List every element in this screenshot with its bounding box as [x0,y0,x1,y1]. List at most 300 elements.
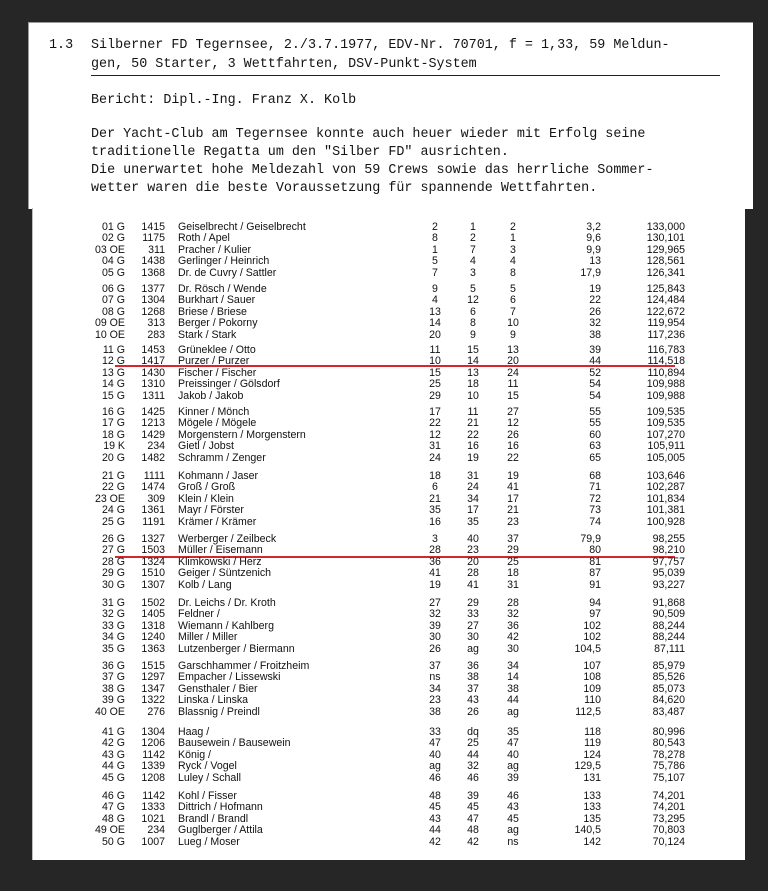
race-1-cell: 42 [429,835,441,848]
sail-number-cell: 1142 [142,790,165,802]
crew-cell: Krämer / Krämer [178,515,257,528]
race-2-cell: 7 [470,243,476,256]
race-3-cell: 38 [507,682,519,695]
race-2-cell: 38 [467,671,479,684]
points-cell: 108 [583,671,601,684]
rank-cell: 20 G [102,451,125,464]
crew-cell: Werberger / Zeilbeck [178,533,277,545]
race-3-cell: 13 [507,344,519,356]
race-2-cell: 1 [470,221,476,233]
title-underline [91,75,720,76]
title-line-2: gen, 50 Starter, 3 Wettfahrten, DSV-Punkt-System [91,57,477,72]
crew-cell: Schramm / Zenger [178,451,266,464]
table-row [33,470,745,482]
race-3-cell: 32 [507,608,519,621]
rank-cell: 16 G [102,406,125,418]
crew-cell: Kohl / Fisser [178,790,237,802]
section-number: 1.3 [49,38,74,53]
race-3-cell: ag [507,705,519,718]
race-1-cell: 8 [432,232,438,245]
race-2-cell: 44 [467,748,479,761]
crew-cell: Linska / Linska [178,694,249,707]
points-cell: 72 [589,492,601,505]
dsv-points-cell: 78,278 [652,748,685,761]
race-1-cell: 35 [429,504,441,517]
dsv-points-cell: 84,620 [652,694,685,707]
sail-number-cell: 1191 [142,515,165,528]
sail-number-cell: 1368 [141,266,165,279]
dsv-points-cell: 88,244 [652,619,685,632]
sail-number-cell: 1361 [141,504,165,517]
race-1-cell: 17 [429,406,441,418]
table-row [33,813,745,825]
race-1-cell: 3 [432,533,438,545]
table-row [33,643,745,655]
race-3-cell: 3 [510,243,516,256]
race-2-cell: 29 [467,597,479,609]
race-2-cell: 41 [467,578,479,591]
sail-number-cell: 1007 [141,835,165,848]
dsv-points-cell: 75,107 [652,771,685,784]
points-cell: 107 [583,660,601,672]
dsv-points-cell: 75,786 [652,760,685,773]
race-2-cell: 23 [467,544,479,557]
report-author: Bericht: Dipl.-Ing. Franz X. Kolb [91,93,357,108]
points-cell: 38 [589,328,601,341]
rank-cell: 28 G [102,555,125,568]
race-1-cell: 14 [429,317,441,330]
points-cell: 102 [583,631,601,644]
race-1-cell: 12 [429,428,441,441]
race-1-cell: 15 [429,366,441,379]
dsv-points-cell: 129,965 [646,243,685,256]
dsv-points-cell: 110,894 [647,366,685,379]
table-row [33,344,745,356]
race-3-cell: ns [507,835,519,848]
points-cell: 73 [589,504,601,517]
race-3-cell: 6 [510,294,516,307]
dsv-points-cell: 74,201 [652,801,685,814]
race-1-cell: 2 [432,221,438,233]
dsv-points-cell: 83,487 [652,705,685,718]
crew-cell: Dr. Leichs / Dr. Kroth [178,597,276,609]
sail-number-cell: 1415 [141,221,165,233]
race-3-cell: 14 [507,671,519,684]
rank-cell: 18 G [102,428,125,441]
dsv-points-cell: 80,543 [652,737,685,750]
sail-number-cell: 1510 [141,567,165,580]
sail-number-cell: 1322 [141,694,165,707]
crew-cell: Guglberger / Attila [178,824,263,837]
table-row [33,694,745,706]
table-row [33,244,745,256]
rank-cell: 42 G [102,737,125,750]
race-2-cell: 36 [467,660,479,672]
race-2-cell: 16 [467,440,479,453]
rank-cell: 39 G [102,694,125,707]
points-cell: 60 [589,428,601,441]
race-3-cell: 15 [507,389,519,402]
rank-cell: 11 G [102,344,125,356]
rank-cell: 04 G [102,255,125,268]
report-header-card [28,22,753,209]
crew-cell: Klimkowski / Herz [178,555,262,568]
crew-cell: Luley / Schall [178,771,242,784]
points-cell: 44 [589,355,601,368]
race-1-cell: 16 [429,515,441,528]
table-row [33,493,745,505]
race-3-cell: 18 [507,567,519,580]
sail-number-cell: 1327 [141,533,165,545]
dsv-points-cell: 114,518 [647,355,685,368]
race-2-cell: 46 [467,771,479,784]
points-cell: 26 [589,305,601,318]
rank-cell: 33 G [102,619,125,632]
sail-number-cell: 1363 [141,642,165,655]
dsv-points-cell: 97,757 [652,555,685,568]
dsv-points-cell: 102,287 [646,481,685,494]
race-2-cell: 6 [470,305,476,318]
crew-cell: Preissinger / Gölsdorf [178,378,280,391]
race-2-cell: 39 [467,790,479,802]
sail-number-cell: 1240 [141,631,165,644]
points-cell: 91 [589,578,601,591]
points-cell: 112,5 [575,705,601,718]
crew-cell: Ryck / Vogel [178,760,237,773]
sail-number-cell: 1310 [141,378,165,391]
rank-cell: 06 G [102,283,125,295]
points-cell: 131 [583,771,601,784]
race-1-cell: 7 [432,266,438,279]
sail-number-cell: 1142 [142,748,165,761]
race-1-cell: 31 [429,440,441,453]
table-row [33,836,745,848]
table-row [33,306,745,318]
rank-cell: 26 G [102,533,125,545]
table-row [33,406,745,418]
race-3-cell: 36 [507,619,519,632]
rank-cell: 25 G [102,515,125,528]
crew-cell: Burkhart / Sauer [178,294,256,307]
race-3-cell: 21 [507,504,519,517]
table-row [33,504,745,516]
points-cell: 74 [589,515,601,528]
sail-number-cell: 1503 [141,544,165,557]
race-1-cell: 13 [429,305,441,318]
sail-number-cell: 1429 [141,428,165,441]
race-2-cell: 10 [467,389,479,402]
points-cell: 109 [583,682,601,695]
race-2-cell: 9 [470,328,476,341]
race-2-cell: 28 [467,567,479,580]
race-3-cell: 47 [507,737,519,750]
race-3-cell: 20 [507,355,519,368]
rank-cell: 15 G [102,389,125,402]
race-3-cell: 5 [510,283,516,295]
dsv-points-cell: 95,039 [652,567,685,580]
race-3-cell: 42 [507,631,519,644]
rank-cell: 34 G [102,631,125,644]
table-row [33,221,745,233]
race-1-cell: 29 [429,389,441,402]
race-2-cell: 25 [467,737,479,750]
race-1-cell: 46 [429,771,441,784]
crew-cell: Feldner / [178,608,220,621]
crew-cell: Dr. de Cuvry / Sattler [178,266,277,279]
dsv-points-cell: 117,236 [647,328,685,341]
race-3-cell: 7 [510,305,516,318]
race-3-cell: 40 [507,748,519,761]
race-3-cell: 11 [507,378,519,391]
race-3-cell: 8 [510,266,516,279]
race-3-cell: 2 [510,221,516,233]
points-cell: 55 [589,406,601,418]
race-2-cell: 11 [467,406,479,418]
crew-cell: Purzer / Purzer [178,355,250,368]
crew-cell: Klein / Klein [178,492,234,505]
crew-cell: Grüneklee / Otto [178,344,256,356]
race-2-cell: 4 [470,255,476,268]
points-cell: 104,5 [574,642,601,655]
table-row [33,824,745,836]
table-row [33,516,745,528]
rank-cell: 30 G [102,578,125,591]
race-2-cell: 26 [467,705,479,718]
points-cell: 87 [589,567,601,580]
race-3-cell: 28 [507,597,519,609]
rank-cell: 07 G [102,294,125,307]
dsv-points-cell: 124,484 [646,294,685,307]
rank-cell: 44 G [102,760,125,773]
race-3-cell: 30 [507,642,519,655]
dsv-points-cell: 73,295 [652,812,685,825]
table-row [33,294,745,306]
race-3-cell: ag [507,824,519,837]
race-3-cell: 1 [510,232,516,245]
table-row [33,255,745,267]
race-1-cell: 11 [429,344,441,356]
race-2-cell: dq [467,726,479,738]
race-1-cell: 34 [429,682,441,695]
race-2-cell: 40 [467,533,479,545]
points-cell: 65 [589,451,601,464]
sail-number-cell: 1425 [141,406,165,418]
sail-number-cell: 1482 [141,451,165,464]
rank-cell: 50 G [102,835,125,848]
table-row [33,579,745,591]
table-row [33,544,745,556]
crew-cell: Kinner / Mönch [178,406,250,418]
dsv-points-cell: 122,672 [646,305,685,318]
sail-number-cell: 313 [147,317,165,330]
race-1-cell: 40 [429,748,441,761]
sail-number-cell: 1515 [141,660,165,672]
dsv-points-cell: 88,244 [652,631,685,644]
race-1-cell: 32 [429,608,441,621]
race-2-cell: ag [467,642,479,655]
crew-cell: Stark / Stark [178,328,237,341]
points-cell: 68 [589,470,601,482]
race-2-cell: 5 [470,283,476,295]
table-row [33,801,745,813]
table-row [33,329,745,341]
paragraph-line: Der Yacht-Club am Tegernsee konnte auch heuer wieder mit Erfolg seine [91,127,646,142]
sail-number-cell: 234 [147,440,165,453]
table-row [33,660,745,672]
rank-cell: 40 OE [94,705,125,718]
race-1-cell: 36 [429,555,441,568]
points-cell: 118 [584,726,601,738]
dsv-points-cell: 85,979 [652,660,685,672]
race-2-cell: 2 [470,232,476,245]
race-2-cell: 13 [467,366,479,379]
sail-number-cell: 1405 [141,608,165,621]
crew-cell: Müller / Eisemann [178,544,263,557]
race-3-cell: 29 [507,544,519,557]
crew-cell: Kohmann / Jaser [178,470,259,482]
results-table [32,208,745,860]
crew-cell: Gensthaler / Bier [178,682,258,695]
points-cell: 102 [583,619,601,632]
race-3-cell: 31 [507,578,519,591]
table-row [33,378,745,390]
table-row [33,390,745,402]
table-row [33,355,745,367]
rank-cell: 47 G [102,801,125,814]
points-cell: 52 [589,366,601,379]
rank-cell: 12 G [102,355,125,368]
crew-cell: Berger / Pokorny [178,317,258,330]
table-row [33,790,745,802]
table-row [33,671,745,683]
sail-number-cell: 1208 [141,771,165,784]
race-3-cell: 27 [507,406,519,418]
points-cell: 97 [589,608,601,621]
table-row [33,267,745,279]
sail-number-cell: 1297 [141,671,165,684]
race-2-cell: 35 [467,515,479,528]
table-row [33,683,745,695]
race-3-cell: 44 [507,694,519,707]
race-2-cell: 43 [467,694,479,707]
dsv-points-cell: 128,561 [646,255,685,268]
race-2-cell: 22 [467,428,479,441]
rank-cell: 08 G [102,305,125,318]
dsv-points-cell: 101,381 [646,504,685,517]
dsv-points-cell: 130,101 [646,232,685,245]
rank-cell: 31 G [102,597,125,609]
race-1-cell: 33 [429,726,441,738]
race-2-cell: 15 [467,344,479,356]
rank-cell: 17 G [102,417,125,430]
crew-cell: Kolb / Lang [178,578,232,591]
table-row [33,597,745,609]
rank-cell: 24 G [102,504,125,517]
race-3-cell: 46 [507,790,519,802]
dsv-points-cell: 98,255 [652,533,685,545]
rank-cell: 02 G [102,232,125,245]
paragraph-line: traditionelle Regatta um den "Silber FD" ausrichten. [91,145,509,160]
dsv-points-cell: 109,535 [646,406,685,418]
sail-number-cell: 1268 [141,305,165,318]
sail-number-cell: 1213 [141,417,165,430]
table-row [33,631,745,643]
crew-cell: Dittrich / Hofmann [178,801,263,814]
table-row [33,706,745,718]
sail-number-cell: 1324 [141,555,165,568]
race-1-cell: 20 [429,328,441,341]
crew-cell: Garschhammer / Froitzheim [178,660,310,672]
points-cell: 13 [589,255,601,268]
sail-number-cell: 309 [147,492,165,505]
rank-cell: 22 G [102,481,125,494]
crew-cell: Geiselbrecht / Geiselbrecht [178,221,306,233]
points-cell: 54 [589,378,601,391]
race-1-cell: 47 [429,737,441,750]
race-2-cell: 17 [467,504,479,517]
race-2-cell: 30 [467,631,479,644]
sail-number-cell: 1474 [141,481,165,494]
table-row [33,608,745,620]
crew-cell: Lutzenberger / Biermann [178,642,295,655]
dsv-points-cell: 80,996 [652,726,685,738]
race-2-cell: 45 [467,801,479,814]
rank-cell: 37 G [102,671,125,684]
sail-number-cell: 1377 [141,283,165,295]
sail-number-cell: 1502 [141,597,165,609]
rank-cell: 27 G [102,544,125,557]
rank-cell: 36 G [102,660,125,672]
points-cell: 140,5 [574,824,601,837]
race-2-cell: 14 [467,355,479,368]
sail-number-cell: 1333 [141,801,165,814]
dsv-points-cell: 87,111 [654,642,685,655]
crew-cell: Wiemann / Kahlberg [178,619,274,632]
table-row [33,737,745,749]
table-row [33,481,745,493]
points-cell: 94 [589,597,601,609]
race-1-cell: 24 [429,451,441,464]
crew-cell: Jakob / Jakob [178,389,244,402]
race-1-cell: 1 [432,243,438,256]
table-row [33,317,745,329]
sail-number-cell: 1430 [141,366,165,379]
race-2-cell: 27 [467,619,479,632]
rank-cell: 23 OE [94,492,125,505]
race-1-cell: 9 [432,283,438,295]
points-cell: 80 [589,544,601,557]
points-cell: 9,6 [586,232,601,245]
points-cell: 39 [589,344,601,356]
points-cell: 81 [589,555,601,568]
sail-number-cell: 1307 [141,578,165,591]
race-1-cell: 6 [432,481,438,494]
dsv-points-cell: 93,227 [652,578,685,591]
table-row [33,429,745,441]
race-2-cell: 31 [467,470,479,482]
race-1-cell: 41 [429,567,441,580]
rank-cell: 13 G [102,366,125,379]
race-1-cell: 22 [429,417,441,430]
table-row [33,417,745,429]
crew-cell: Dr. Rösch / Wende [178,283,267,295]
race-2-cell: 48 [467,824,479,837]
dsv-points-cell: 116,783 [647,344,685,356]
dsv-points-cell: 101,834 [646,492,685,505]
race-3-cell: 19 [507,470,519,482]
table-row [33,367,745,379]
rank-cell: 05 G [102,266,125,279]
